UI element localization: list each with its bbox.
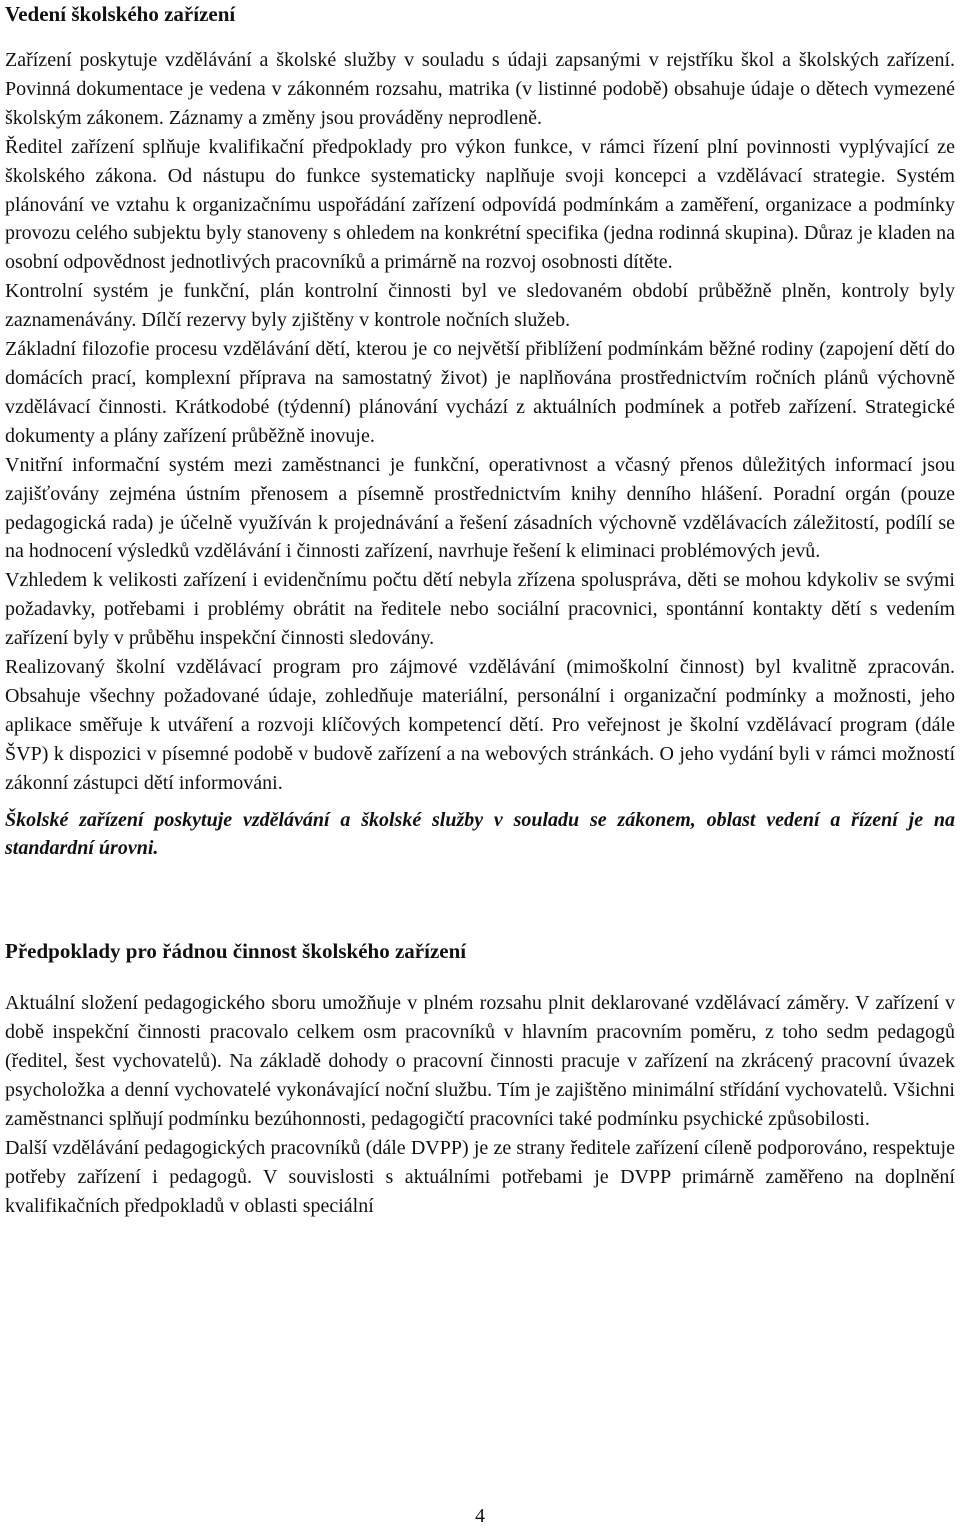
document-page (5, 0, 955, 1221)
paragraph-self-government: Vzhledem k velikosti zařízení i evidenčnímu počtu dětí nebyla zřízena spoluspráva, děti se mohou kdykoliv se svými požadavky, potřebami i problémy obrátit na ředitele nebo sociální pracovnici, spontánní kontakty dětí s vedením zařízení byly v průběhu inspekční činnosti sledovány. (5, 569, 955, 650)
paragraph-registry: Zařízení poskytuje vzdělávání a školské služby v souladu s údaji zapsanými v rejstříku škol a školských zařízení. Povinná dokumentace je vedena v zákonném rozsahu, matrika (v listinné podobě) obsahuje údaje o dětech vymezené školským zákonem. Záznamy a změny jsou prováděny neprodleně. (5, 49, 955, 129)
paragraph-director: Ředitel zařízení splňuje kvalifikační předpoklady pro výkon funkce, v rámci řízení plní povinnosti vyplývající ze školského zákona. Od nástupu do funkce systematicky naplňuje svoji koncepci a vzdělávací strategie. Systém plánování ve vztahu k organizačnímu uspořádání zařízení odpovídá podmínkám a zaměření, organizace a podmínky provozu celého subjektu byly stanoveny s ohledem na konkrétní specifika (jedna rodinná skupina). Důraz je kladen na osobní odpovědnost jednotlivých pracovníků a primárně na rozvoj osobnosti dítěte. (5, 135, 955, 274)
page-number: 4 (475, 1505, 485, 1527)
section-heading-management: Vedení školského zařízení (5, 2, 236, 26)
section-heading-prerequisites: Předpoklady pro řádnou činnost školského zařízení (5, 939, 467, 964)
paragraph-control-system: Kontrolní systém je funkční, plán kontrolní činnosti byl ve sledovaném období průběžně plněn, kontroly byly zaznamenávány. Dílčí rezervy byly zjištěny v kontrole nočních služeb. (5, 280, 955, 332)
paragraph-education-philosophy: Základní filozofie procesu vzdělávání dětí, kterou je co největší přiblížení podmínkám běžné rodiny (zapojení dětí do domácích prací, komplexní příprava na samostatný život) je naplňována prostřednictvím ročních plánů výchovně vzdělávací činnosti. Krátkodobé (týdenní) plánování vychází z aktuálních podmínek a potřeb zařízení. Strategické dokumenty a plány zařízení průběžně inovuje. (5, 338, 955, 447)
section-conclusion: Školské zařízení poskytuje vzdělávání a školské služby v souladu se zákonem, oblast vedení a řízení je na standardní úrovni. (5, 808, 955, 860)
paragraph-staff-composition: Aktuální složení pedagogického sboru umožňuje v plném rozsahu plnit deklarované vzdělávací záměry. V zařízení v době inspekční činnosti pracovalo celkem osm pracovníků v hlavním pracovním poměru, z toho sedm pedagogů (ředitel, šest vychovatelů). Na základě dohody o pracovní činnosti pracuje v zařízení na zkrácený pracovní úvazek psycholožka a denní vychovatelé vykonávající noční službu. Tím je zajištěno minimální střídání vychovatelů. Všichni zaměstnanci splňují podmínku bezúhonnosti, pedagogičtí pracovníci také podmínku psychické způsobilosti. (5, 992, 955, 1130)
paragraph-further-education: Další vzdělávání pedagogických pracovníků (dále DVPP) je ze strany ředitele zařízení cíleně podporováno, respektuje potřeby zařízení i pedagogů. V souvislosti s aktuálními potřebami je DVPP primárně zaměřeno na doplnění kvalifikačních předpokladů v oblasti speciální (5, 1136, 955, 1217)
paragraph-information-system: Vnitřní informační systém mezi zaměstnanci je funkční, operativnost a včasný přenos důležitých informací jsou zajišťovány zejména ústním přenosem a písemně prostřednictvím knihy denního hlášení. Poradní orgán (pouze pedagogická rada) je účelně využíván k projednávání a řešení zásadních výchovně vzdělávacích záležitostí, podílí se na hodnocení výsledků vzdělávání i činnosti zařízení, navrhuje řešení k eliminaci problémových jevů. (5, 453, 955, 563)
paragraph-school-program: Realizovaný školní vzdělávací program pro zájmové vzdělávání (mimoškolní činnost) byl kvalitně zpracován. Obsahuje všechny požadované údaje, zohledňuje materiální, personální i organizační podmínky a možnosti, jeho aplikace směřuje k utváření a rozvoji klíčových kompetencí dětí. Pro veřejnost je školní vzdělávací program (dále ŠVP) k dispozici v písemné podobě v budově zařízení a na webových stránkách. O jeho vydání byli v rámci možností zákonní zástupci dětí informováni. (5, 656, 955, 794)
